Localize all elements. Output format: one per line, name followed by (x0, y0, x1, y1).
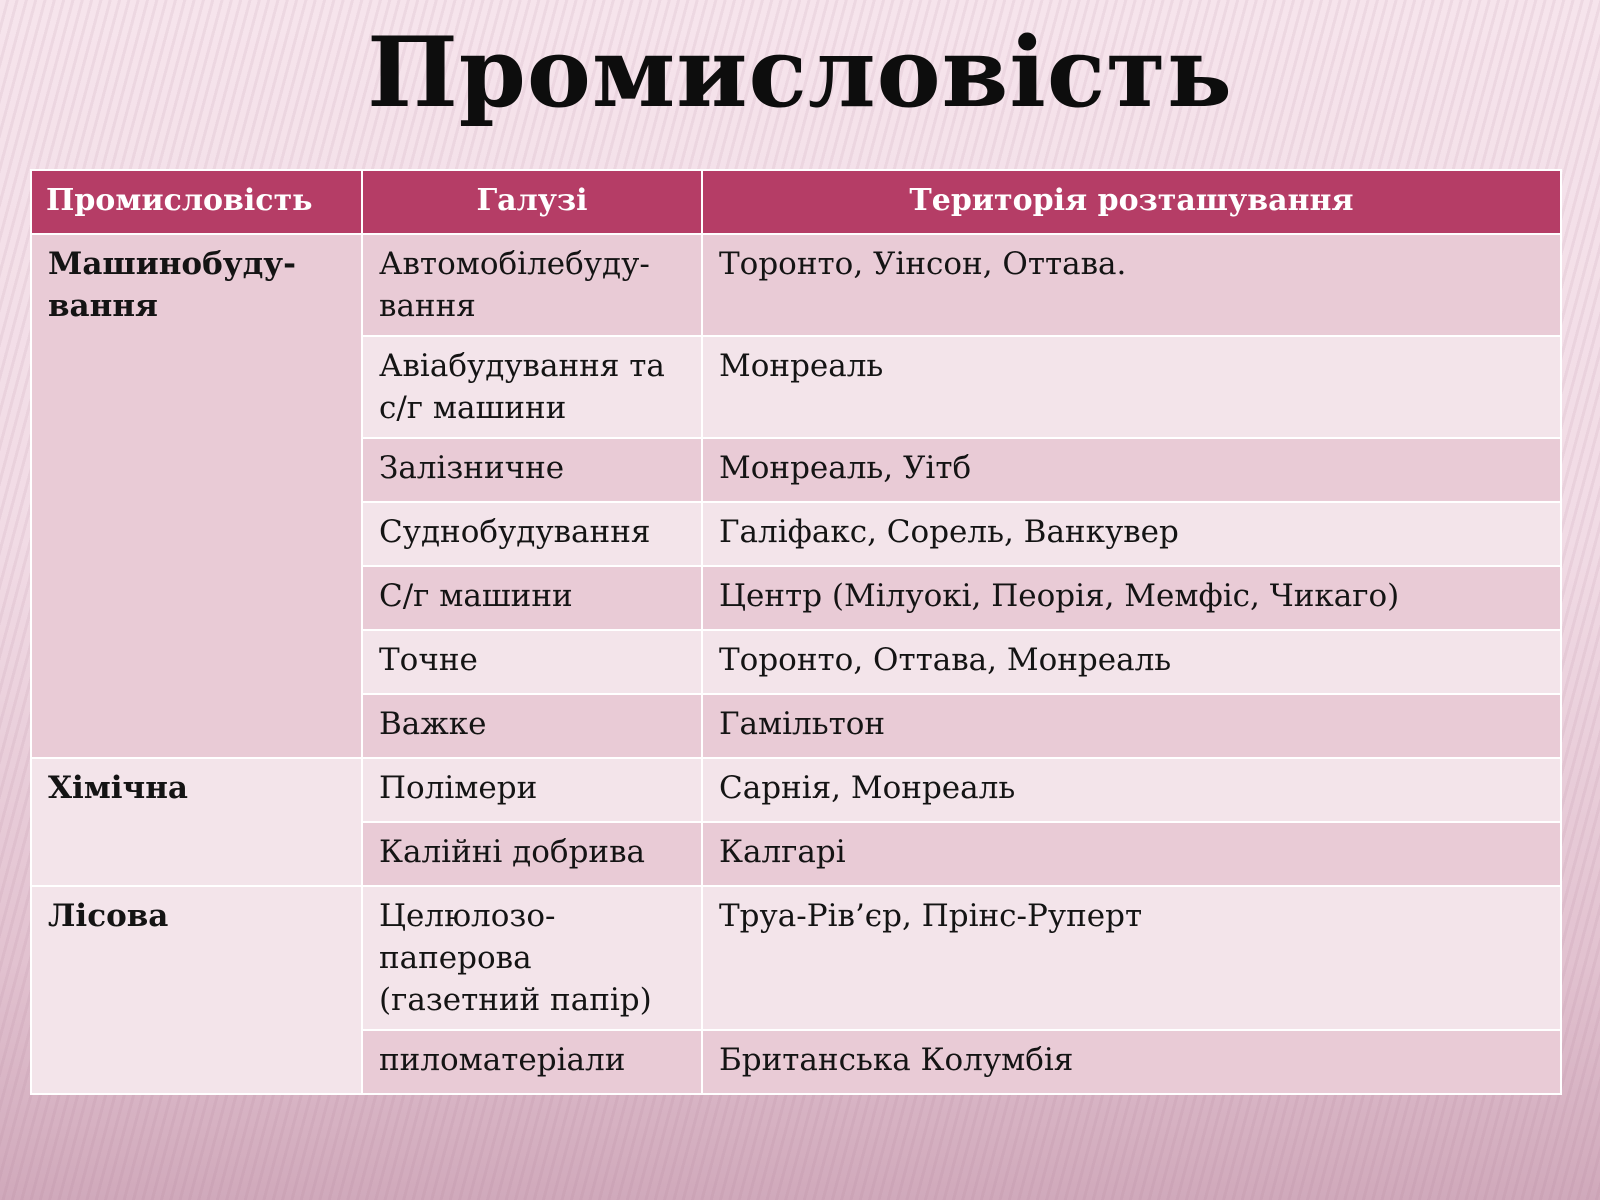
branch-cell: Полімери (362, 758, 702, 822)
branch-cell: Суднобудування (362, 502, 702, 566)
location-cell: Гамільтон (702, 694, 1561, 758)
location-cell: Торонто, Уінсон, Оттава. (702, 234, 1561, 336)
branch-cell: Важке (362, 694, 702, 758)
location-cell: Британська Колумбія (702, 1030, 1561, 1094)
location-cell: Сарнія, Монреаль (702, 758, 1561, 822)
industry-machine-building: Машинобуду-вання (31, 234, 362, 758)
branch-cell: Авіабудування та с/г машини (362, 336, 702, 438)
industry-table (30, 169, 1562, 1095)
slide-title: Промисловість (367, 16, 1233, 129)
branch-cell: Калійні добрива (362, 822, 702, 886)
header-location: Територія розташування (702, 170, 1561, 234)
industry-forestry: Лісова (31, 886, 362, 1094)
table-row (31, 234, 1561, 336)
location-cell: Монреаль (702, 336, 1561, 438)
header-industry: Промисловість (31, 170, 362, 234)
branch-cell: Автомобілебуду-вання (362, 234, 702, 336)
location-cell: Калгарі (702, 822, 1561, 886)
branch-cell: Залізничне (362, 438, 702, 502)
location-cell: Труа-Рів’єр, Прінс-Руперт (702, 886, 1561, 1030)
branch-cell: Целюлозо-паперова (газетний папір) (362, 886, 702, 1030)
branch-cell: Точне (362, 630, 702, 694)
branch-cell: пиломатеріали (362, 1030, 702, 1094)
location-cell: Галіфакс, Сорель, Ванкувер (702, 502, 1561, 566)
header-branches: Галузі (362, 170, 702, 234)
table-row (31, 886, 1561, 1030)
branch-cell: С/г машини (362, 566, 702, 630)
table-header-row (31, 170, 1561, 234)
location-cell: Торонто, Оттава, Монреаль (702, 630, 1561, 694)
industry-chemical: Хімічна (31, 758, 362, 886)
table-row (31, 758, 1561, 822)
location-cell: Центр (Мілуокі, Пеорія, Мемфіс, Чикаго) (702, 566, 1561, 630)
location-cell: Монреаль, Уітб (702, 438, 1561, 502)
